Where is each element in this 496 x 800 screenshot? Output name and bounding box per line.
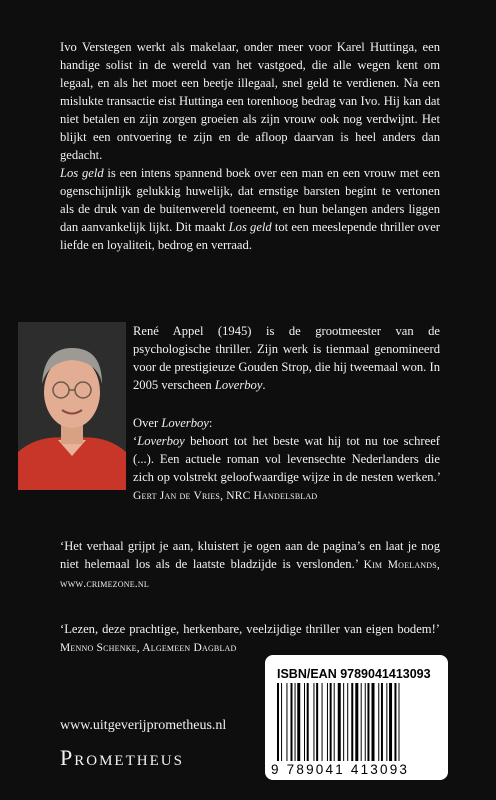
book-title: Loverboy xyxy=(214,378,263,392)
barcode-sticker xyxy=(265,655,448,780)
blurb-paragraph-1: Ivo Verstegen werkt als makelaar, onder meer voor Karel Huttinga, een handige solist in de wereld van het vastgoed, die alle wegen kent om legaal, en als het moet een beetje illegaal, snel geld te verdienen. Na een mislukte transactie eist Huttinga een torenhoog bedrag van Ivo. Hij kan dat niet betalen en zijn zorgen groeien als zijn vrouw ook nog verdwijnt. Het blijkt een ontvoering te zijn en de afloop daarvan is heel anders dan gedacht. xyxy=(60,40,440,162)
author-photo xyxy=(18,322,126,490)
review-quote-2 xyxy=(60,537,440,593)
quote-source: Menno Schenke, Algemeen Dagblad xyxy=(60,642,237,654)
author-portrait xyxy=(18,322,126,490)
about-prefix: Over xyxy=(133,416,162,430)
quote-open: ‘ xyxy=(133,434,138,448)
blurb-text: is een intens spannend boek over een man en een vrouw met een ogenschijnlijk gelukkig huwelijk, dat ernstige barsten begint te vertonen als de druk van de buitenwereld toeneemt, en hun belangen anders liggen dan aanvankelijk lijkt. Dit maakt xyxy=(60,166,440,234)
quote-text: ‘Het verhaal grijpt je aan, kluistert je ogen aan de pagina’s en laat je nog niet helemaal los als de laatste bladzijde is verslonden.’ xyxy=(60,539,440,571)
about-heading xyxy=(133,414,440,432)
publisher-logo: Prometheus xyxy=(60,745,184,770)
blurb xyxy=(60,38,440,254)
barcode-digits: 9 789041 413093 xyxy=(271,762,410,777)
blurb-paragraph-2 xyxy=(60,164,440,254)
quote-text: behoort tot het beste wat hij tot nu toe schreef (...). Een actuele roman vol levensechte Nederlanders die zich op volstrekt geloofwaardige wijze in de nesten werken.’ xyxy=(133,434,440,484)
book-title: Los geld xyxy=(60,166,104,180)
barcode-icon xyxy=(277,683,436,761)
quote-source: Kim Moelands, www.crimezone.nl xyxy=(60,559,440,590)
author-bio xyxy=(133,322,440,394)
review-quote-3 xyxy=(60,620,440,657)
book-title: Loverboy xyxy=(137,434,185,448)
book-title: Loverboy xyxy=(161,416,209,430)
blurb-text: tot een meeslepende thriller over liefde en loyaliteit, bedrog en verraad. xyxy=(60,220,440,252)
review-quote-1 xyxy=(133,432,440,505)
about-suffix: : xyxy=(208,416,213,430)
book-title: Los geld xyxy=(228,220,272,234)
quote-text: ‘Lezen, deze prachtige, herkenbare, veelzijdige thriller van eigen bodem!’ xyxy=(60,622,440,636)
quote-source: Gert Jan de Vries, NRC Handelsblad xyxy=(133,490,318,502)
publisher-website[interactable]: www.uitgeverijprometheus.nl xyxy=(60,718,227,733)
isbn-label: ISBN/EAN 9789041413093 xyxy=(277,667,431,681)
bio-text: René Appel (1945) is de grootmeester van de psychologische thriller. Zijn werk is tienmaal genomineerd voor de prestigieuze Gouden Strop, die hij tweemaal won. In 2005 verscheen xyxy=(133,324,440,392)
bio-end: . xyxy=(262,378,266,392)
